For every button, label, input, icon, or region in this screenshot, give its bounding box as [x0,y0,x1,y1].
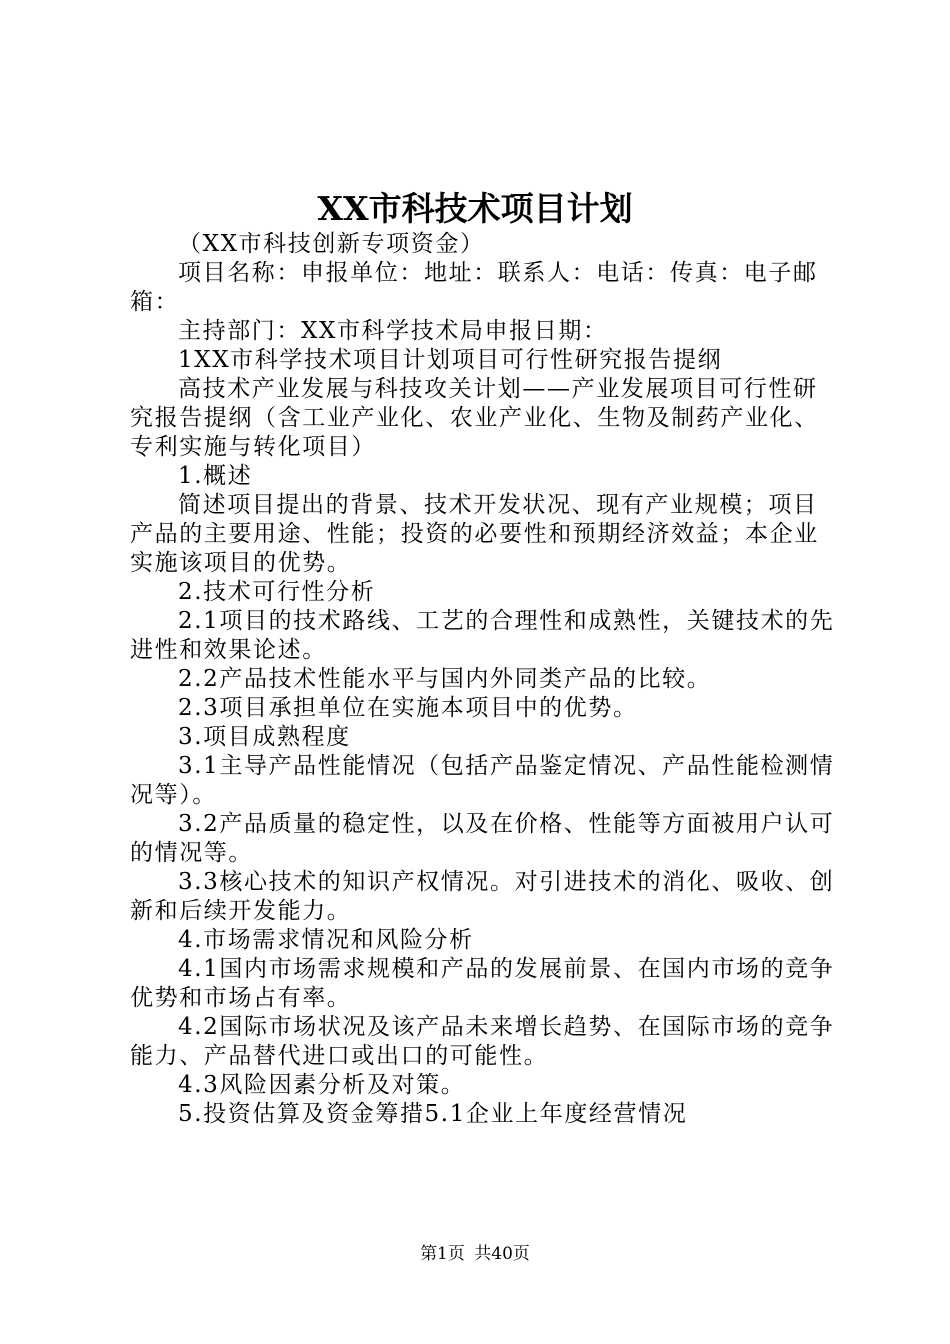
page-footer [0,1242,950,1266]
paragraph: 4.3风险因素分析及对策。 [178,1072,466,1098]
paragraph: （XX市科技创新专项资金） [178,231,485,257]
paragraph: 2.技术可行性分析 [178,579,376,605]
paragraph: 项目名称：申报单位：地址：联系人：电话：传真：电子邮箱： [130,260,818,315]
paragraph: 4.1国内市场需求规模和产品的发展前景、在国内市场的竞争优势和市场占有率。 [130,956,835,1011]
paragraph: 3.3核心技术的知识产权情况。对引进技术的消化、吸收、创新和后续开发能力。 [130,869,835,924]
document-title: XX市科技术项目计划 [317,189,633,228]
page-total: 共40页 [474,1244,530,1264]
paragraph: 2.1项目的技术路线、工艺的合理性和成熟性，关键技术的先进性和效果论述。 [130,608,835,663]
document-body [130,230,842,1129]
paragraph: 1.概述 [178,463,253,489]
paragraph: 3.项目成熟程度 [178,724,351,750]
paragraph: 1XX市科学技术项目计划项目可行性研究报告提纲 [178,347,723,373]
paragraph: 4.2国际市场状况及该产品未来增长趋势、在国际市场的竞争能力、产品替代进口或出口的可能性。 [130,1014,835,1069]
paragraph: 主持部门：XX市科学技术局申报日期： [178,318,608,344]
paragraph: 2.2产品技术性能水平与国内外同类产品的比较。 [178,666,712,692]
page-number: 第1页 [420,1244,465,1264]
paragraph: 2.3项目承担单位在实施本项目中的优势。 [178,695,638,721]
paragraph: 简述项目提出的背景、技术开发状况、现有产业规模；项目产品的主要用途、性能；投资的必要性和预期经济效益；本企业实施该项目的优势。 [130,492,819,576]
paragraph: 高技术产业发展与科技攻关计划——产业发展项目可行性研究报告提纲（含工业产业化、农业产业化、生物及制药产业化、专利实施与转化项目） [130,376,819,460]
paragraph: 3.2产品质量的稳定性，以及在价格、性能等方面被用户认可的情况等。 [130,811,835,866]
paragraph: 3.1主导产品性能情况（包括产品鉴定情况、产品性能检测情况等）。 [130,753,835,808]
paragraph: 4.市场需求情况和风险分析 [178,927,474,953]
paragraph: 5.投资估算及资金筹措5.1企业上年度经营情况 [178,1101,688,1127]
